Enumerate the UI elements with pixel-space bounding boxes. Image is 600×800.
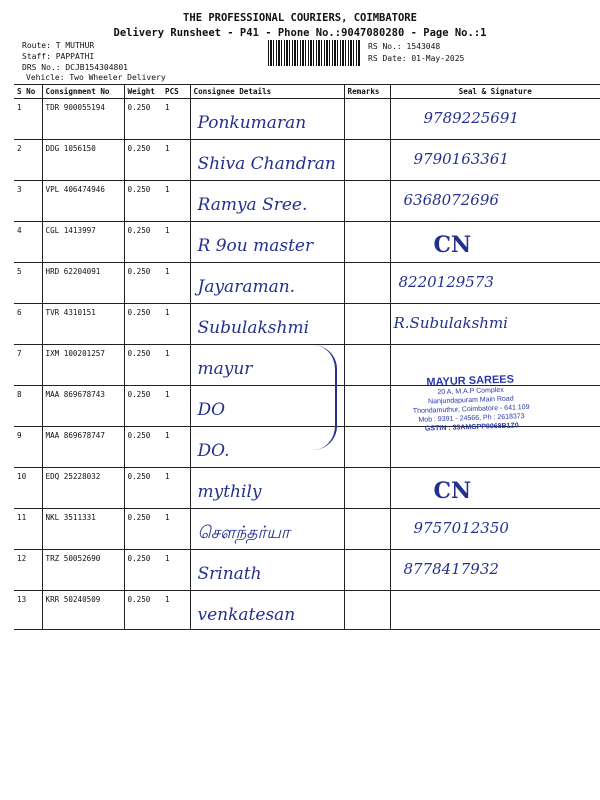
- drs-number: DRS No.: DCJB154304801: [22, 63, 128, 72]
- row-remarks: [344, 386, 390, 427]
- row-weight: 0.250: [124, 509, 162, 550]
- row-pcs: 1: [162, 509, 190, 550]
- row-weight: 0.250: [124, 140, 162, 181]
- runsheet-table: [14, 84, 600, 630]
- row-signature: [390, 550, 600, 591]
- consignee-handwriting: Jayaraman.: [197, 277, 296, 297]
- row-weight: 0.250: [124, 427, 162, 468]
- row-consignee: [190, 99, 344, 140]
- row-weight: 0.250: [124, 550, 162, 591]
- signature-handwriting: 8220129573: [398, 273, 494, 291]
- row-sno: 4: [14, 222, 42, 263]
- table-row: [14, 591, 600, 630]
- staff-label: Staff: PAPPATHI: [22, 52, 95, 61]
- stamp-line: Nanjundapuram Main Road: [427, 395, 514, 406]
- consignee-handwriting: R 9ou master: [197, 236, 314, 256]
- row-pcs: 1: [162, 468, 190, 509]
- row-consignment: TRZ 50052690: [42, 550, 124, 591]
- row-consignment: DDG 1056150: [42, 140, 124, 181]
- row-pcs: 1: [162, 550, 190, 591]
- consignee-handwriting: DO: [197, 400, 226, 420]
- row-weight: 0.250: [124, 304, 162, 345]
- row-consignment: KRR 50240509: [42, 591, 124, 630]
- table-row: [14, 427, 600, 468]
- row-consignment: HRD 62204091: [42, 263, 124, 304]
- company-title: THE PROFESSIONAL COURIERS, COIMBATORE: [183, 12, 417, 24]
- row-weight: 0.250: [124, 468, 162, 509]
- row-weight: 0.250: [124, 99, 162, 140]
- row-signature: [390, 140, 600, 181]
- row-consignment: EDQ 25228032: [42, 468, 124, 509]
- row-pcs: 1: [162, 99, 190, 140]
- row-signature: [390, 468, 600, 509]
- row-sno: 2: [14, 140, 42, 181]
- row-sno: 6: [14, 304, 42, 345]
- consignee-handwriting: சௌந்தர்யா: [197, 523, 290, 543]
- col-consignee: Consignee Details: [190, 85, 344, 99]
- row-consignee: [190, 263, 344, 304]
- row-remarks: [344, 550, 390, 591]
- row-pcs: 1: [162, 427, 190, 468]
- signature-handwriting: 9757012350: [413, 519, 509, 537]
- row-sno: 7: [14, 345, 42, 386]
- runsheet-title: Delivery Runsheet - P41 - Phone No.:9047080280 - Page No.:1: [113, 27, 487, 39]
- row-sno: 11: [14, 509, 42, 550]
- row-consignee: [190, 509, 344, 550]
- row-consignment: NKL 3511331: [42, 509, 124, 550]
- table-header-row: [14, 85, 600, 99]
- consignee-handwriting: Ponkumaran: [197, 113, 307, 133]
- row-weight: 0.250: [124, 263, 162, 304]
- row-consignee: [190, 550, 344, 591]
- table-row: [14, 509, 600, 550]
- row-remarks: [344, 591, 390, 630]
- col-remarks: Remarks: [344, 85, 390, 99]
- row-pcs: 1: [162, 591, 190, 630]
- row-consignee: [190, 468, 344, 509]
- row-remarks: [344, 181, 390, 222]
- signature-handwriting: CN: [433, 232, 472, 258]
- row-sno: 13: [14, 591, 42, 630]
- consignee-handwriting: Subulakshmi: [197, 318, 310, 338]
- row-remarks: [344, 304, 390, 345]
- barcode: [268, 40, 360, 66]
- row-signature: [390, 263, 600, 304]
- row-consignment: MAA 869678743: [42, 386, 124, 427]
- consignee-handwriting: Shiva Chandran: [197, 154, 336, 174]
- signature-handwriting: 9790163361: [413, 150, 509, 168]
- row-signature: [390, 99, 600, 140]
- consignee-handwriting: Srinath: [197, 564, 262, 584]
- row-consignment: TDR 900055194: [42, 99, 124, 140]
- table-row: [14, 263, 600, 304]
- consignee-handwriting: mayur: [197, 359, 253, 379]
- row-weight: 0.250: [124, 222, 162, 263]
- row-pcs: 1: [162, 345, 190, 386]
- stamp-gstin: GSTIN : 33AMGPP0068B1Z0: [424, 422, 519, 433]
- shop-stamp: [395, 372, 547, 434]
- row-weight: 0.250: [124, 181, 162, 222]
- route-label: Route: T MUTHUR: [22, 41, 95, 50]
- row-remarks: [344, 263, 390, 304]
- consignee-handwriting: mythily: [197, 482, 262, 502]
- row-pcs: 1: [162, 304, 190, 345]
- table-row: [14, 468, 600, 509]
- signature-handwriting: CN: [433, 478, 472, 504]
- col-pcs: PCS: [162, 85, 190, 99]
- row-weight: 0.250: [124, 591, 162, 630]
- col-signature: Seal & Signature: [390, 85, 600, 99]
- row-consignment: VPL 406474946: [42, 181, 124, 222]
- signature-handwriting: 8778417932: [403, 560, 499, 578]
- consignee-handwriting: DO.: [197, 441, 230, 461]
- rs-number: RS No.: 1543048: [368, 42, 441, 51]
- col-sno: S No: [14, 85, 42, 99]
- row-signature: [390, 304, 600, 345]
- row-consignee: [190, 140, 344, 181]
- row-remarks: [344, 140, 390, 181]
- row-remarks: [344, 222, 390, 263]
- row-sno: 5: [14, 263, 42, 304]
- row-consignment: IXM 100201257: [42, 345, 124, 386]
- stamp-line: Thondamuthur, Coimbatore - 641 109: [412, 403, 530, 416]
- col-weight: Weight: [124, 85, 162, 99]
- consignee-handwriting: venkatesan: [197, 605, 296, 625]
- row-sno: 3: [14, 181, 42, 222]
- row-remarks: [344, 427, 390, 468]
- signature-handwriting: 6368072696: [403, 191, 499, 209]
- row-consignee: [190, 181, 344, 222]
- row-remarks: [344, 468, 390, 509]
- row-signature: [390, 591, 600, 630]
- stamp-line: Mob : 9391 - 24566, Ph : 2618373: [418, 413, 525, 424]
- row-consignment: CGL 1413997: [42, 222, 124, 263]
- row-remarks: [344, 345, 390, 386]
- row-consignment: MAA 869678747: [42, 427, 124, 468]
- rs-date: RS Date: 01-May-2025: [368, 54, 465, 63]
- row-consignment: TVR 4310151: [42, 304, 124, 345]
- table-row: [14, 304, 600, 345]
- table-row: [14, 140, 600, 181]
- row-pcs: 1: [162, 140, 190, 181]
- signature-handwriting: R.Subulakshmi: [393, 314, 508, 332]
- handwritten-brace: [313, 345, 337, 450]
- vehicle-label: Vehicle: Two Wheeler Delivery: [26, 73, 166, 82]
- stamp-name: MAYUR SAREES: [426, 373, 515, 389]
- row-sno: 9: [14, 427, 42, 468]
- signature-handwriting: 9789225691: [423, 109, 519, 127]
- row-sno: 8: [14, 386, 42, 427]
- row-pcs: 1: [162, 386, 190, 427]
- row-signature: [390, 222, 600, 263]
- consignee-handwriting: Ramya Sree.: [197, 195, 308, 215]
- row-remarks: [344, 99, 390, 140]
- row-sno: 1: [14, 99, 42, 140]
- row-consignee: [190, 222, 344, 263]
- row-pcs: 1: [162, 222, 190, 263]
- table-row: [14, 99, 600, 140]
- stamp-line: 20 A, M.A.P Complex: [437, 386, 504, 397]
- table-row: [14, 222, 600, 263]
- row-sno: 12: [14, 550, 42, 591]
- row-weight: 0.250: [124, 345, 162, 386]
- row-remarks: [344, 509, 390, 550]
- row-pcs: 1: [162, 263, 190, 304]
- row-signature: [390, 181, 600, 222]
- row-signature: [390, 509, 600, 550]
- row-sno: 10: [14, 468, 42, 509]
- row-weight: 0.250: [124, 386, 162, 427]
- col-consignment: Consignment No: [42, 85, 124, 99]
- row-consignee: [190, 304, 344, 345]
- table-row: [14, 550, 600, 591]
- row-pcs: 1: [162, 181, 190, 222]
- row-consignee: [190, 591, 344, 630]
- table-row: [14, 181, 600, 222]
